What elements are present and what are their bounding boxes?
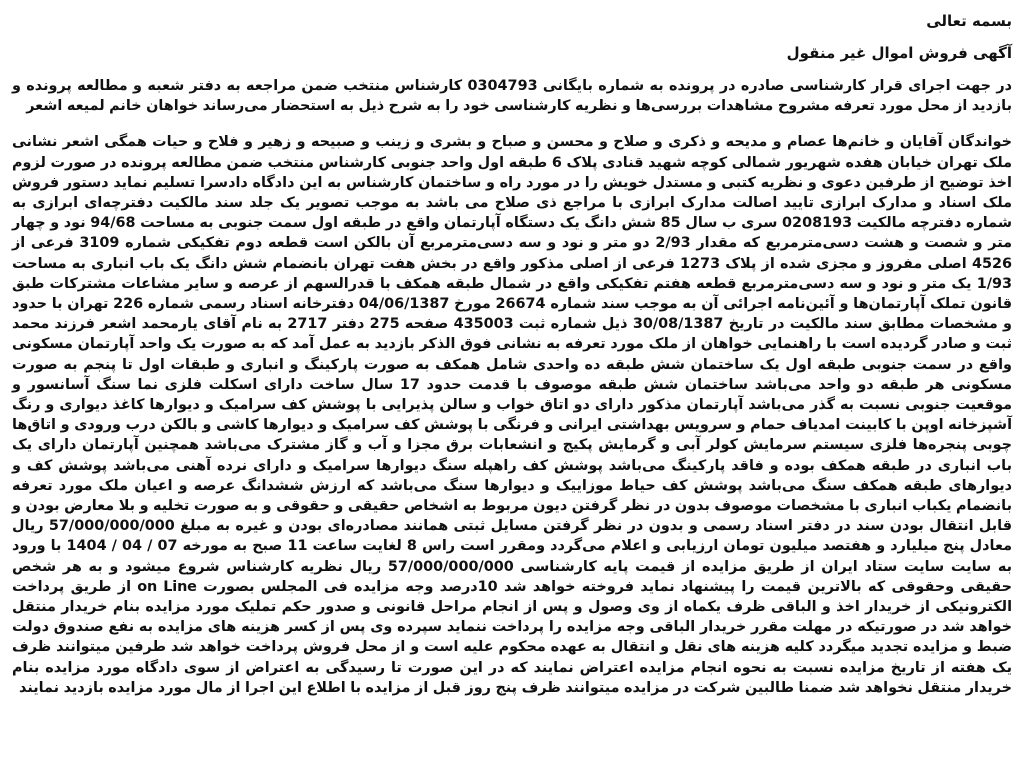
bismillah-heading: بسمه تعالی xyxy=(926,12,1012,30)
body-paragraph: خواندگان آقایان و خانم‌ها عصام و مدیحه و ذکری و صلاح و محسن و صباح و بشری و زینب و صبیحه و زهیر و فلاح و حیات همگی اشعر نشانی ملک تهران خیابان هفده شهریور شمالی کوچه شهید قنادی پلاک 6 طبقه اول واحد جنوبی کارشناس منتخب ضمن مطالعه پرونده در صورت لزوم اخذ توضیح از طرفین دعوی و نظریه کتبی و مستدل خویش را در مورد راه و ساختمان کارشناس به این دادگاه دادسرا تسلیم نماید دستور فروش ملک اسناد و مدارک ابرازی تایید اصالت مدارک ابرازی با مراجع ذی صلاح می باشد به موجب تصویر یک جلد سند مالکیت دفترچه‌ای ابرازی به شماره دفترچه مالکیت 0208193 سری ب سال 85 شش دانگ یک دستگاه آپارتمان واقع در طبقه اول سمت جنوبی به مساحت 94/68 نود و چهار متر و شصت و هشت دسی‌مترمربع که مقدار 2/93 دو متر و نود و سه دسی‌مترمربع آن بالکن است قطعه دوم تفکیکی شماره 3109 فرعی از 4526 اصلی مفروز و مجزی شده از پلاک 1273 فرعی از اصلی مذکور واقع در بخش هفت تهران بانضمام شش دانگ یک باب انباری به مساحت 1/93 یک متر و نود و سه دسی‌مترمربع قطعه هفتم تفکیکی واقع در شمال طبقه همکف با قدرالسهم از عرصه و سایر مشاعات مشترکات طبق قانون تملک آپارتمان‌ها و آئین‌نامه اجرائی آن به موجب سند شماره 26674 مورخ 04/06/1387 دفترخانه اسناد رسمی شماره 226 تهران با حدود و مشخصات مطابق سند مالکیت در تاریخ 30/08/1387 ذیل شماره ثبت 435003 صفحه 275 دفتر 2717 به نام آقای یارمحمد اشعر فرزند محمد ثبت و صادر گردیده است با راهنمایی خواهان از ملک مورد تعرفه به نشانی فوق الذکر بازدید به عمل آمد که به صورت یک واحد آپارتمان مسکونی واقع در سمت جنوبی طبقه اول یک ساختمان شش طبقه ده واحدی شامل همکف به صورت پارکینگ و انباری و طبقات اول تا پنجم به صورت مسکونی هر طبقه دو واحد می‌باشد ساختمان شش طبقه موصوف با قدمت حدود 17 سال ساخت دارای اسکلت فلزی نما سنگ آسانسور و موقعیت جنوبی نسبت به گذر می‌باشد آپارتمان مذکور دارای دو اتاق خواب و سالن پذیرایی با پوشش کف سرامیک و دیوارها کاغذ دیواری و رنگ آشپزخانه اوپن با کابینت امدیاف حمام و سرویس بهداشتی ایرانی و فرنگی با پوشش کف سرامیک و دیوارها کاشی و بالکن درب ورودی و اتاق‌ها چوبی پنجره‌ها فلزی سیستم سرمایش کولر آبی و گرمایش پکیج و انشعابات برق مجزا و آب و گاز مشترک می‌باشد همچنین آپارتمان دارای یک باب انباری در طبقه همکف بوده و فاقد پارکینگ می‌باشد پوشش کف راهپله سنگ دیوارها سرامیک و دارای نرده آهنی می‌باشد پوشش کف و دیوارهای طبقه همکف سنگ می‌باشد پوشش کف حیاط موزاییک و دیوارها سنگ می‌باشد که ارزش ششدانگ عرصه و اعیان ملک مورد تعرفه بانضمام یکباب انباری با مشخصات موصوف بدون در نظر گرفتن دیون مربوط به اشخاص حقیقی و حقوقی و به صورت تخلیه و بلا معارض بودن و قابل انتقال بودن سند در دفتر اسناد رسمی و بدون در نظر گرفتن مسایل ثبتی همانند مصادره‌ای بودن و غیره به مبلغ 57/000/000/000 ریال معادل پنج میلیارد و هفتصد میلیون تومان ارزیابی و اعلام می‌گردد ومقرر است راس 8 لغایت ساعت 11 صبح به مورخه 07 / 04 / 1404 با ورود به سایت سایت ستاد ایران از طریق مزایده از قیمت پایه کارشناسی 57/000/000/000 ریال نظریه کارشناس شروع میشود و به هر شخص حقیقی وحقوقی که بالاترین قیمت را پیشنهاد نماید فروخته خواهد شد 10درصد وجه مزایده فی المجلس بصورت on Line از طریق پرداخت الکترونیکی از خریدار اخذ و الباقی ظرف یکماه از وی وصول و پس از انجام مراحل قانونی و صدور حکم تملیک مورد مزایده بنام خریدار منتقل خواهد شد در صورتیکه در مهلت مقرر خریدار الباقی وجه مزایده را پرداخت ننماید سپرده وی پس از کسر هزینه های مزایده به نفع صندوق دولت ضبط و مزایده تجدید میگردد کلیه هزینه های نقل و انتقال به عهده محکوم علیه است و از محل فروش پرداخت خواهد شد طرفین میتوانند ظرف یک هفته از تاریخ مزایده نسبت به نحوه انجام مزایده اعتراض نمایند که در این صورت تا رسیدگی به اعتراض از سوی دادگاه مورد مزایده بنام خریدار منتقل نخواهد شد ضمنا طالبین شرکت در مزایده میتوانند ظرف پنج روز قبل از مزایده با اطلاع این اجرا از مال مورد مزایده بازدید نمایند xyxy=(12,134,1012,696)
intro-paragraph: در جهت اجرای قرار کارشناسی صادره در پرونده به شماره بایگانی 0304793 کارشناس منتخب ضمن مراجعه به دفتر شعبه و مطالعه پرونده و بازدید از محل مورد تعرفه مشروح مشاهدات بررسی‌ها و نظریه کارشناسی خود را به شرح ذیل به استحضار می‌رساند خواهان خانم لمیعه اشعر xyxy=(12,78,1012,115)
notice-title: آگهی فروش اموال غیر منقول xyxy=(786,44,1012,62)
